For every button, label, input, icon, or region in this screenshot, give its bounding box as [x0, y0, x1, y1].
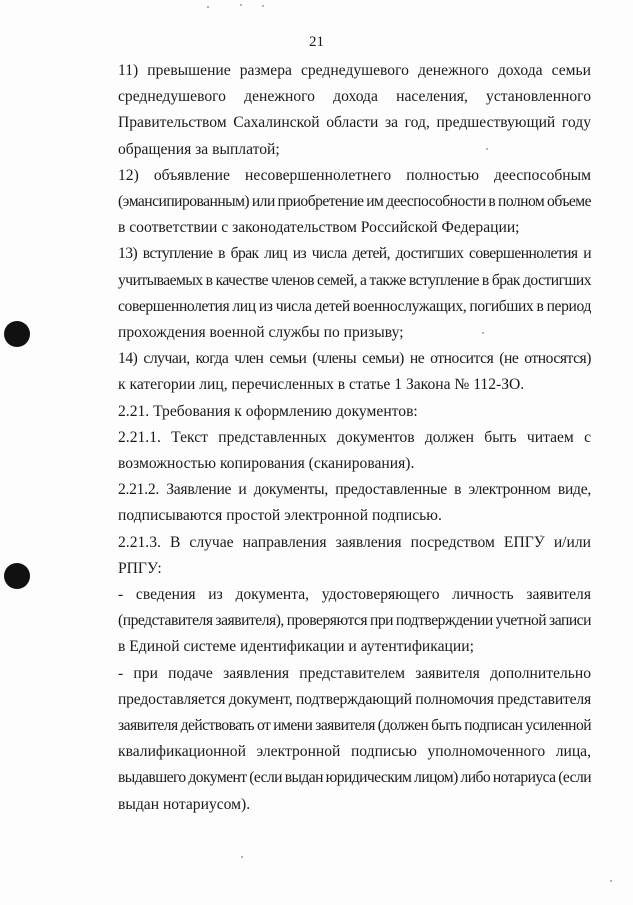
- punch-hole-mark: [4, 321, 30, 347]
- text-line: Правительством Сахалинской области за год, предшествующий году: [118, 114, 591, 132]
- clause-2-21-1: [92, 425, 591, 477]
- list-item-13: [92, 241, 591, 346]
- punch-hole-mark: [4, 563, 30, 589]
- list-item-12: [92, 163, 591, 242]
- text-line: (эмансипированным) или приобретение им дееспособности в полном объеме: [118, 193, 591, 211]
- text-line: 11) превышение размера среднедушевого денежного дохода семьи: [118, 62, 591, 79]
- text-line: выдавшего документ (если выдан юридическим лицом) либо нотариуса (если: [118, 769, 591, 787]
- text-line: подписываются простой электронной подписью.: [118, 507, 442, 525]
- clause-2-21-3: [92, 530, 591, 582]
- document-body: [92, 58, 591, 818]
- text-line: прохождения военной службы по призыву;: [118, 324, 404, 342]
- text-line: возможностью копирования (сканирования).: [118, 455, 415, 473]
- text-line: РПГУ:: [118, 559, 162, 577]
- text-line: заявителя действовать от имени заявителя (должен быть подписан усиленной: [118, 717, 591, 735]
- bullet-identity-verification: [92, 582, 591, 661]
- text-line: - сведения из документа, удостоверяющего личность заявителя: [118, 586, 591, 604]
- scan-speck: [240, 4, 242, 6]
- text-line: 13) вступление в брак лиц из числа детей, достигших совершеннолетия и: [118, 245, 591, 263]
- clause-2-21-2: [92, 477, 591, 529]
- text-line: квалификационной электронной подписью уполномоченного лица,: [118, 743, 591, 761]
- scan-speck: [207, 6, 209, 8]
- text-line: среднедушевого денежного дохода населения, установленного: [118, 88, 591, 106]
- text-line: предоставляется документ, подтверждающий полномочия представителя: [118, 690, 591, 708]
- text-line: 2.21.3. В случае направления заявления посредством ЕПГУ и/или: [118, 533, 591, 551]
- text-line: (представителя заявителя), проверяются при подтверждении учетной записи: [118, 612, 591, 630]
- text-line: 2.21. Требования к оформлению документов:: [118, 402, 418, 420]
- text-line: 14) случаи, когда член семьи (члены семьи) не относится (не относятся): [118, 350, 591, 368]
- list-item-14: [92, 346, 591, 398]
- text-line: учитываемых в качестве членов семей, а также вступление в брак достигших: [118, 271, 591, 289]
- text-line: обращения за выплатой;: [118, 140, 280, 158]
- text-line: в Единой системе идентификации и аутентификации;: [118, 638, 474, 656]
- section-heading-2-21: [92, 399, 591, 425]
- text-line: совершеннолетия лиц из числа детей военнослужащих, погибших в период: [118, 297, 591, 315]
- text-line: выдан нотариусом).: [118, 795, 251, 813]
- text-line: 2.21.1. Текст представленных документов должен быть читаем с: [118, 428, 591, 446]
- scan-speck: [241, 856, 243, 858]
- text-line: 2.21.2. Заявление и документы, предоставленные в электронном виде,: [118, 481, 591, 499]
- text-line: к категории лиц, перечисленных в статье 1 Закона № 112-ЗО.: [118, 376, 525, 394]
- text-line: - при подаче заявления представителем заявителя дополнительно: [118, 664, 591, 682]
- list-item-11: [92, 58, 591, 163]
- bullet-representative-authority: [92, 661, 591, 818]
- page-number: 21: [309, 34, 324, 50]
- text-line: 12) объявление несовершеннолетнего полностью дееспособным: [118, 166, 591, 184]
- text-line: в соответствии с законодательством Российской Федерации;: [118, 219, 520, 237]
- scan-speck: [610, 880, 612, 882]
- scan-speck: [262, 5, 264, 7]
